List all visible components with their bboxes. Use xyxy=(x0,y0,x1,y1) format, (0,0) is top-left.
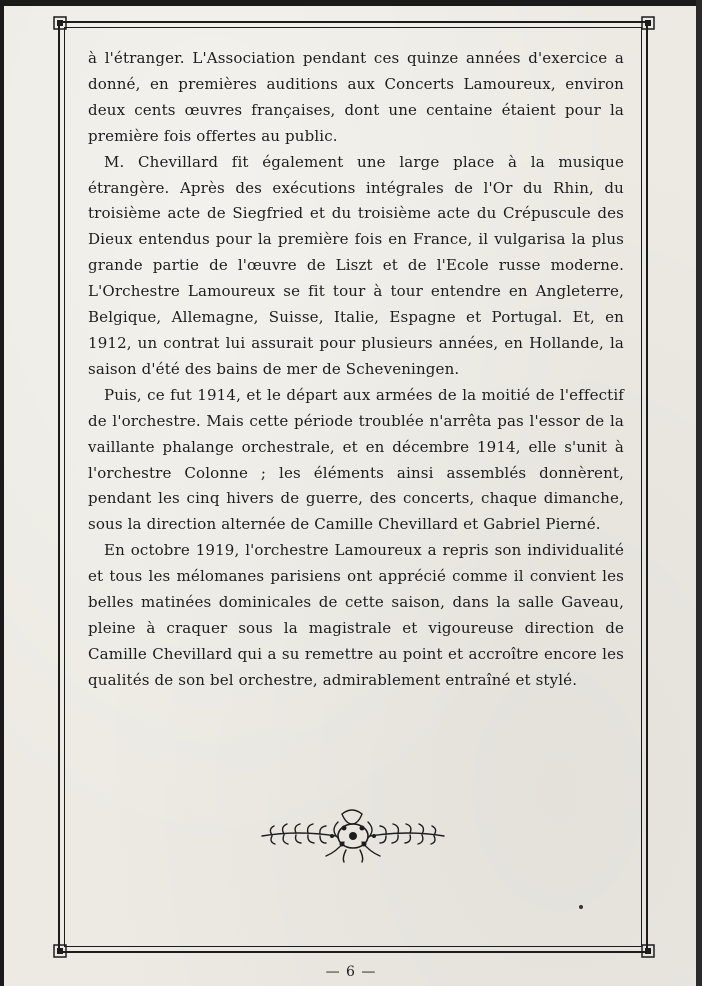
page-number: — 6 — xyxy=(325,964,377,980)
scan-edge xyxy=(696,0,702,986)
corner-ornament-icon xyxy=(53,944,67,958)
corner-ornament-icon xyxy=(53,16,67,30)
paragraph: à l'étranger. L'Association pendant ces quinze années d'exercice a donné, en premières auditions aux Concerts Lamoureux, environ deux cents œuvres françaises, dont une centaine étaient pour la première fois offertes au public. xyxy=(88,49,624,145)
corner-ornament-icon xyxy=(641,944,655,958)
paragraph: Puis, ce fut 1914, et le départ aux armées de la moitié de l'effectif de l'orchestre. Mais cette période troublée n'arrêta pas l'essor de la vaillante phalange orchestrale, et en décembre 1914, elle s'unit à l'orchestre Colonne ; les éléments ainsi assemblés donnèrent, pendant les cinq hivers de guerre, des concerts, chaque dimanche, sous la direction alternée de Camille Chevillard et Gabriel Pierné. xyxy=(88,385,624,534)
paragraph: En octobre 1919, l'orchestre Lamoureux a repris son individualité et tous les mélomanes parisiens ont apprécié comme il convient les belles matinées dominicales de cette saison, dans la salle Gaveau, pleine à craquer sous la magistrale et vigoureuse direction de Camille Chevillard qui a su remettre au point et accroître encore les qualités de son bel orchestre, admirablement entraîné et stylé. xyxy=(88,541,624,689)
floral-ribbon-ornament-icon xyxy=(258,806,448,864)
body-text xyxy=(88,46,624,694)
ink-speck xyxy=(579,905,583,909)
paragraph: M. Chevillard fit également une large place à la musique étrangère. Après des exécutions intégrales de l'Or du Rhin, du troisième acte de Siegfried et du troisième acte du Crépuscule des Dieux entendus pour la première fois en France, il vulgarisa la plus grande partie de l'œuvre de Liszt et de l'Ecole russe moderne. L'Orchestre Lamoureux se fit tour à tour entendre en Angleterre, Belgique, Allemagne, Suisse, Italie, Espagne et Portugal. Et, en 1912, un contrat lui assurait pour plusieurs années, en Hollande, la saison d'été des bains de mer de Scheveningen. xyxy=(88,152,624,378)
corner-ornament-icon xyxy=(641,16,655,30)
